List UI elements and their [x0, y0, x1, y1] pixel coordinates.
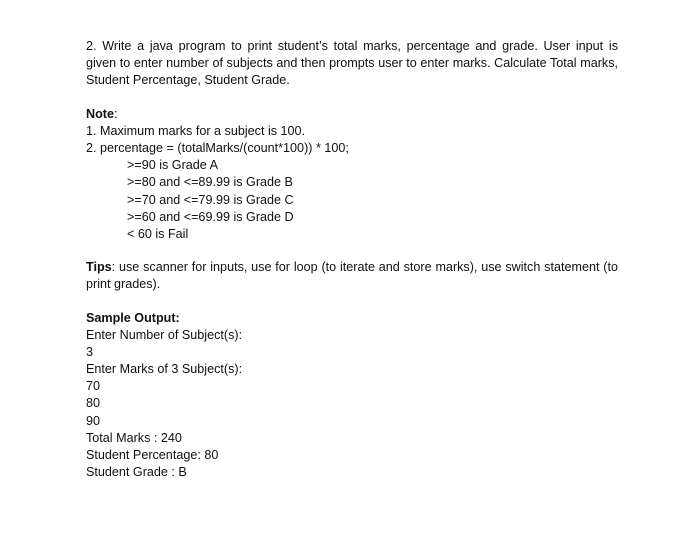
sample-line: 90 [86, 413, 101, 428]
sample-line: Enter Marks of 3 Subject(s): [86, 362, 243, 377]
sample-output-heading [86, 310, 618, 327]
spacer [86, 243, 618, 259]
spacer [86, 294, 618, 310]
question-text: 2. Write a java program to print student’s total marks, percentage and grade. User input is given to enter number of subjects and then prompts user to enter marks. Calculate Total marks, Student Percentage, Student Grade. [86, 39, 618, 88]
note-item-1: 1. Maximum marks for a subject is 100. [86, 123, 306, 138]
sample-line: Student Percentage: 80 [86, 448, 219, 463]
note-label: Note [86, 106, 114, 121]
grade-rule-d: >=60 and <=69.99 is Grade D [127, 209, 294, 224]
grade-rule-c: >=70 and <=79.99 is Grade C [127, 192, 294, 207]
sample-line: Total Marks : 240 [86, 430, 182, 445]
tips-label: Tips [86, 260, 112, 275]
spacer [86, 90, 618, 106]
grade-rule-b: >=80 and <=89.99 is Grade B [127, 175, 293, 190]
tips-text: : use scanner for inputs, use for loop (to iterate and store marks), use switch statement (to print grades). [86, 260, 618, 292]
grade-rule-a: >=90 is Grade A [127, 158, 219, 173]
sample-line: 70 [86, 379, 101, 394]
sample-output-label: Sample Output: [86, 310, 180, 325]
grade-rule-fail: < 60 is Fail [127, 226, 189, 241]
note-item-2: 2. percentage = (totalMarks/(count*100)) * 100; [86, 140, 349, 155]
sample-line: Enter Number of Subject(s): [86, 327, 243, 342]
note-colon: : [114, 106, 118, 121]
sample-line: 3 [86, 344, 94, 359]
note-heading [86, 106, 618, 123]
sample-line: Student Grade : B [86, 465, 187, 480]
sample-line: 80 [86, 396, 101, 411]
tips-paragraph [86, 259, 618, 293]
document-page [86, 38, 618, 481]
